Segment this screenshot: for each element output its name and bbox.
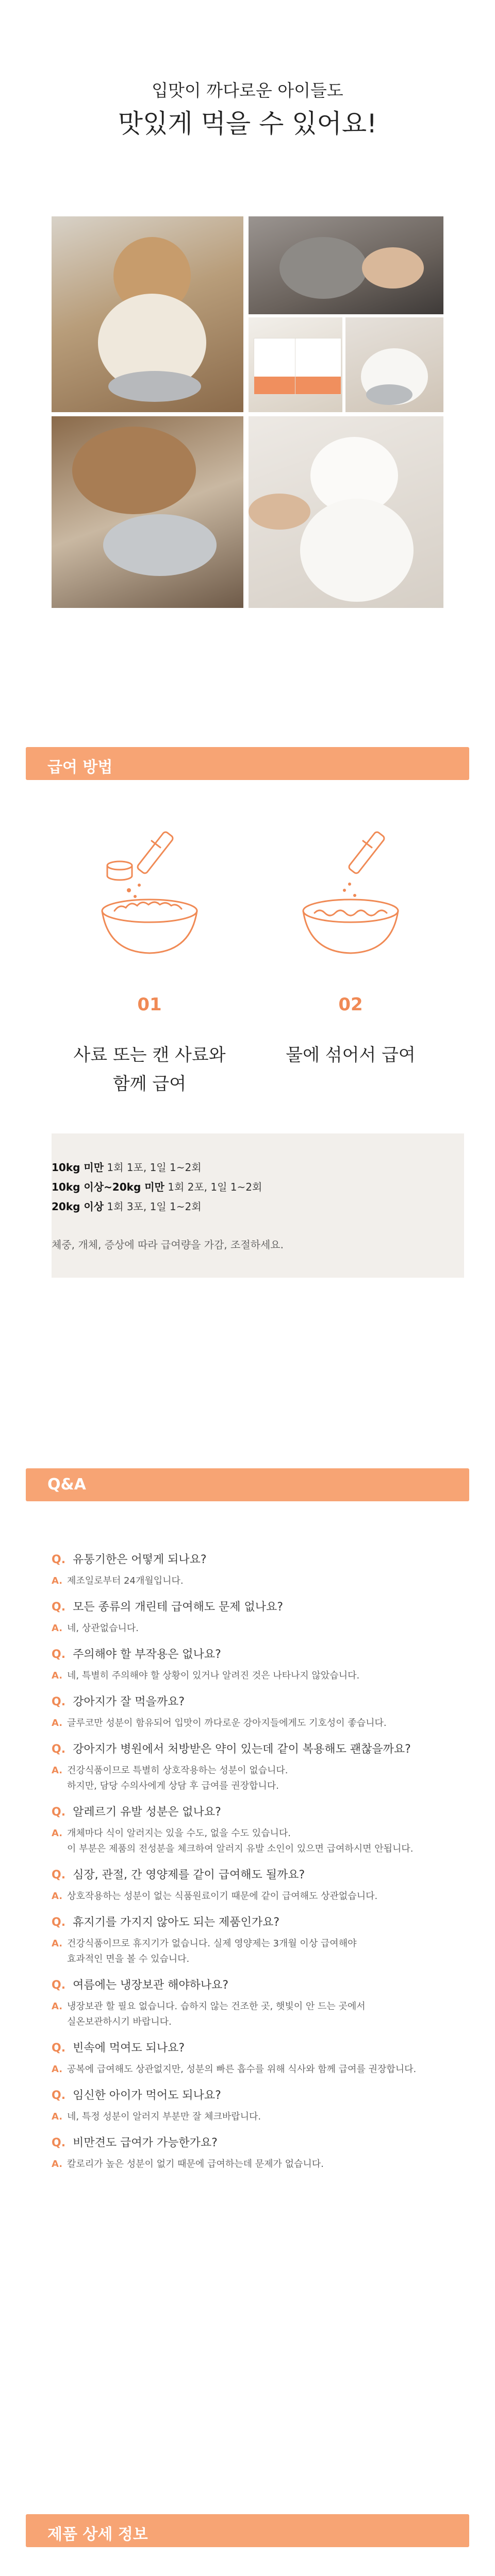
dosage-box-inner [52, 1133, 464, 1278]
qa-section-header [26, 1468, 469, 1501]
answer-text: 건강식품이므로 휴지기가 없습니다. 실제 영양제는 3개월 이상 급여해야 효과적인 면을 볼 수 있습니다. [67, 1938, 357, 1964]
question-text: 주의해야 할 부작용은 없나요? [73, 1648, 221, 1661]
qa-answer [52, 1621, 139, 1636]
dosage-line [52, 1179, 262, 1194]
question-mark: Q. [52, 1916, 66, 1929]
package-image [254, 338, 300, 395]
photo-product-packages [249, 317, 342, 412]
photo-white-poodle [249, 416, 443, 608]
qa-question [52, 1866, 305, 1882]
photo-collage [52, 216, 443, 608]
question-text: 유통기한은 어떻게 되나요? [73, 1553, 207, 1566]
question-text: 휴지기를 가지지 않아도 되는 제품인가요? [73, 1916, 279, 1929]
answer-mark: A. [52, 1623, 63, 1634]
question-text: 알레르기 유발 성분은 없나요? [73, 1806, 221, 1819]
question-mark: Q. [52, 1743, 66, 1756]
step-text-line: 물에 섞어서 급여 [286, 1045, 416, 1065]
answer-mark: A. [52, 2001, 63, 2012]
answer-text: 제조일로부터 24개월입니다. [67, 1575, 184, 1586]
photo-dog-eating-bowl [52, 216, 243, 412]
package-image [295, 338, 341, 395]
dosage-note: 체중, 개체, 증상에 따라 급여량을 가감, 조절하세요. [52, 1239, 284, 1251]
question-text: 심장, 관절, 간 영양제를 같이 급여해도 될까요? [73, 1869, 305, 1882]
qa-answer [52, 1936, 356, 1967]
hero-subtitle: 입맛이 까다로운 아이들도 [152, 80, 343, 100]
dosage-line [52, 1198, 202, 1213]
qa-question [52, 1740, 411, 1756]
answer-text: 네, 특정 성분이 알러지 부분만 잘 체크바랍니다. [67, 2111, 261, 2122]
dosage-amount: 1회 3포, 1일 1~2회 [104, 1200, 202, 1213]
qa-answer [52, 2109, 261, 2125]
question-mark: Q. [52, 1648, 66, 1661]
answer-text: 칼로리가 높은 성분이 없기 때문에 급여하는데 문제가 없습니다. [67, 2159, 324, 2170]
step-text-line: 사료 또는 캔 사료와 [73, 1045, 226, 1065]
qa-question [52, 1913, 279, 1929]
dosage-weight: 20kg 이상 [52, 1200, 104, 1213]
question-mark: Q. [52, 1696, 66, 1708]
question-mark: Q. [52, 2042, 66, 2055]
answer-text: 상호작용하는 성분이 없는 식품원료이기 때문에 같이 급여해도 상관없습니다. [67, 1891, 378, 1902]
qa-question [52, 2039, 185, 2055]
dosage-box [52, 1133, 464, 1278]
question-mark: Q. [52, 1553, 66, 1566]
answer-mark: A. [52, 1891, 63, 1902]
qa-answer [52, 1826, 414, 1857]
answer-mark: A. [52, 1938, 63, 1949]
dosage-amount: 1회 2포, 1일 1~2회 [164, 1181, 262, 1193]
answer-text: 네, 특별히 주의해야 할 상황이 있거나 알려진 것은 나타나지 않았습니다. [67, 1670, 360, 1681]
qa-answer [52, 1716, 387, 1731]
qa-question [52, 1551, 207, 1567]
question-mark: Q. [52, 2137, 66, 2149]
answer-text: 건강식품이므로 특별히 상호작용하는 성분이 없습니다. 하지만, 담당 수의사에게 상담 후 급여를 권장합니다. [67, 1765, 288, 1791]
question-text: 여름에는 냉장보관 해야하나요? [73, 1979, 229, 1992]
details-section-header [26, 2514, 469, 2547]
qa-answer [52, 1668, 359, 1684]
qa-question [52, 1803, 221, 1819]
step-description [258, 1041, 443, 1070]
dosage-weight: 10kg 미만 [52, 1161, 104, 1174]
answer-mark: A. [52, 1670, 63, 1681]
photo-dog-licking-bowl [52, 416, 243, 608]
qa-answer [52, 1999, 366, 2030]
details-section-title: 제품 상세 정보 [47, 2526, 148, 2544]
qa-question [52, 1646, 221, 1662]
qa-answer [52, 1763, 288, 1794]
dosage-weight: 10kg 이상~20kg 미만 [52, 1181, 164, 1193]
answer-mark: A. [52, 1828, 63, 1839]
qa-answer [52, 1889, 377, 1904]
question-text: 모든 종류의 개린테 급여해도 문제 없나요? [73, 1601, 283, 1614]
answer-mark: A. [52, 1718, 63, 1728]
answer-text: 네, 상관없습니다. [67, 1623, 139, 1634]
mixed-with-water-illustration [289, 824, 412, 963]
question-mark: Q. [52, 1806, 66, 1819]
photo-dog-with-hand [249, 216, 443, 314]
feeding-section-title: 급여 방법 [47, 758, 113, 776]
step-description [57, 1041, 242, 1098]
answer-mark: A. [52, 2064, 63, 2075]
qa-answer [52, 2062, 416, 2077]
photo-white-dog-bowl [345, 317, 443, 412]
step-number: 01 [137, 994, 162, 1015]
answer-text: 개체마다 식이 알러지는 있을 수도, 없을 수도 있습니다. 이 부분은 제품의 전성분을 체크하여 알러지 유발 소인이 있으면 급여하시면 안됩니다. [67, 1828, 414, 1854]
step-text-line: 함께 급여 [112, 1074, 187, 1094]
feeding-section-header [26, 747, 469, 780]
qa-question [52, 1693, 185, 1709]
qa-question [52, 1976, 228, 1992]
question-mark: Q. [52, 1979, 66, 1992]
dosage-amount: 1회 1포, 1일 1~2회 [104, 1161, 202, 1174]
answer-text: 글루코만 성분이 함유되어 입맛이 까다로운 강아지들에게도 기호성이 좋습니다. [67, 1718, 387, 1728]
qa-question [52, 2134, 218, 2150]
answer-text: 냉장보관 할 필요 없습니다. 습하지 않는 건조한 곳, 햇빛이 안 드는 곳에서 실온보관하시기 바랍니다. [67, 2001, 366, 2027]
question-text: 임신한 아이가 먹어도 되나요? [73, 2089, 221, 2102]
qa-section-title: Q&A [47, 1476, 86, 1494]
qa-question [52, 2087, 221, 2103]
question-text: 비만견도 급여가 가능한가요? [73, 2137, 218, 2149]
question-text: 빈속에 먹여도 되나요? [73, 2042, 185, 2055]
dosage-line [52, 1159, 202, 1174]
question-text: 강아지가 잘 먹을까요? [73, 1696, 185, 1708]
qa-answer [52, 2157, 324, 2172]
mixed-with-food-illustration [88, 824, 211, 963]
answer-text: 공복에 급여해도 상관없지만, 성분의 빠른 흡수를 위해 식사와 함께 급여를 권장합니다. [67, 2064, 417, 2075]
qa-answer [52, 1573, 184, 1589]
hero-title: 맛있게 먹을 수 있어요! [118, 109, 377, 139]
question-mark: Q. [52, 2089, 66, 2102]
answer-mark: A. [52, 1575, 63, 1586]
question-mark: Q. [52, 1869, 66, 1882]
question-text: 강아지가 병원에서 처방받은 약이 있는데 같이 복용해도 괜찮을까요? [73, 1743, 411, 1756]
answer-mark: A. [52, 1765, 63, 1776]
answer-mark: A. [52, 2111, 63, 2122]
step-number: 02 [338, 994, 363, 1015]
answer-mark: A. [52, 2159, 63, 2170]
question-mark: Q. [52, 1601, 66, 1614]
qa-question [52, 1598, 283, 1614]
